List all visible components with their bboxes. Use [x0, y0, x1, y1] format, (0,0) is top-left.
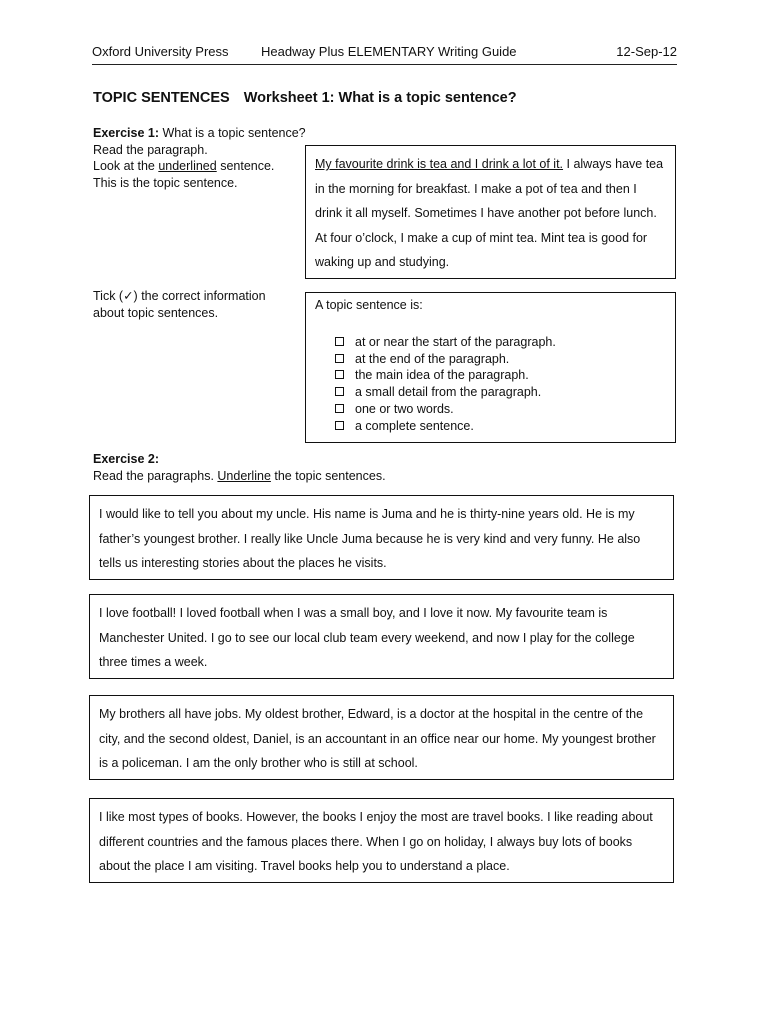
tick-line2: about topic sentences.: [93, 305, 219, 320]
header-publisher: Oxford University Press: [92, 44, 229, 59]
exercise1-paragraph-box: [305, 145, 676, 279]
checklist-item[interactable]: [335, 401, 666, 418]
exercise2-paragraph-box[interactable]: [89, 594, 674, 679]
exercise1-line2: Read the paragraph.: [93, 142, 208, 157]
checklist-item[interactable]: [335, 367, 666, 384]
checklist-item-label: at the end of the paragraph.: [355, 351, 510, 366]
checklist-item-label: a small detail from the paragraph.: [355, 385, 542, 400]
exercise2-paragraph-box[interactable]: [89, 495, 674, 580]
exercise1-line3-underlined: underlined: [158, 159, 217, 174]
checklist-item[interactable]: [335, 351, 666, 368]
checklist-title: A topic sentence is:: [315, 298, 423, 312]
checklist-item-label: at or near the start of the paragraph.: [355, 334, 556, 349]
tick-instructions: [93, 288, 266, 321]
title-topic: TOPIC SENTENCES: [93, 90, 230, 106]
header-date: 12-Sep-12: [616, 44, 677, 59]
checklist-item[interactable]: [335, 384, 666, 401]
exercise2-paragraph-box[interactable]: [89, 798, 674, 883]
page-header: [92, 42, 677, 65]
checklist-item-label: a complete sentence.: [355, 418, 474, 433]
exercise2-paragraph-text: I love football! I loved football when I was a small boy, and I love it now. My favourite team is Manchester United. I go to see our local club team every weekend, and now I play for the college three times a week.: [99, 606, 635, 670]
checkbox-icon[interactable]: [335, 337, 344, 346]
header-course: Headway Plus ELEMENTARY Writing Guide: [261, 44, 517, 59]
exercise1-question: What is a topic sentence?: [159, 126, 306, 140]
checklist: [335, 334, 666, 435]
exercise2-paragraph-text: I like most types of books. However, the books I enjoy the most are travel books. I like reading about different countries and the famous places there. When I go on holiday, I always buy lots of books about the place I am visiting. Travel books help you to understand a place.: [99, 810, 653, 874]
exercise2-label: Exercise 2:: [93, 452, 160, 466]
checkbox-icon[interactable]: [335, 370, 344, 379]
checklist-item[interactable]: [335, 418, 666, 435]
exercise1-line4: This is the topic sentence.: [93, 175, 238, 190]
page-title: [93, 90, 517, 106]
checkbox-icon[interactable]: [335, 404, 344, 413]
exercise2-instructions: [93, 451, 386, 484]
exercise2-paragraph-text: I would like to tell you about my uncle. His name is Juma and he is thirty-nine years old. He is my father’s youngest brother. I really like Uncle Juma because he is very kind and very funny. He also tells us interesting stories about the places he visits.: [99, 507, 641, 571]
exercise2-paragraph-text: My brothers all have jobs. My oldest brother, Edward, is a doctor at the hospital in the centre of the city, and the second oldest, Daniel, is an accountant in an office near our home. My youngest brother is a policeman. I am the only brother who is still at school.: [99, 707, 656, 771]
checklist-item-label: the main idea of the paragraph.: [355, 368, 529, 383]
checklist-item[interactable]: [335, 334, 666, 351]
exercise1-line3-before: Look at the: [93, 159, 159, 174]
exercise1-label: Exercise 1:: [93, 126, 160, 140]
title-worksheet: Worksheet 1: What is a topic sentence?: [243, 90, 517, 106]
checkbox-icon[interactable]: [335, 387, 344, 396]
exercise2-paragraph-box[interactable]: [89, 695, 674, 780]
checkbox-icon[interactable]: [335, 421, 344, 430]
exercise1-topic-sentence: My favourite drink is tea and I drink a lot of it.: [315, 157, 564, 171]
exercise2-instr-before: Read the paragraphs.: [93, 468, 218, 483]
exercise1-paragraph-rest: I always have tea in the morning for breakfast. I make a pot of tea and then I drink it all myself. Sometimes I have another pot before lunch. At four o’clock, I make a cup of mint tea. Mint tea is good for waking up and studying.: [315, 157, 664, 270]
exercise2-instr-underlined: Underline: [217, 468, 271, 483]
exercise1-instructions: [93, 125, 306, 191]
exercise2-instr-after: the topic sentences.: [270, 468, 386, 483]
checklist-item-label: one or two words.: [355, 401, 454, 416]
exercise1-line3-after: sentence.: [216, 159, 275, 174]
checklist-box: [305, 292, 676, 443]
checkbox-icon[interactable]: [335, 354, 344, 363]
tick-line1: Tick (✓) the correct information: [93, 289, 266, 303]
